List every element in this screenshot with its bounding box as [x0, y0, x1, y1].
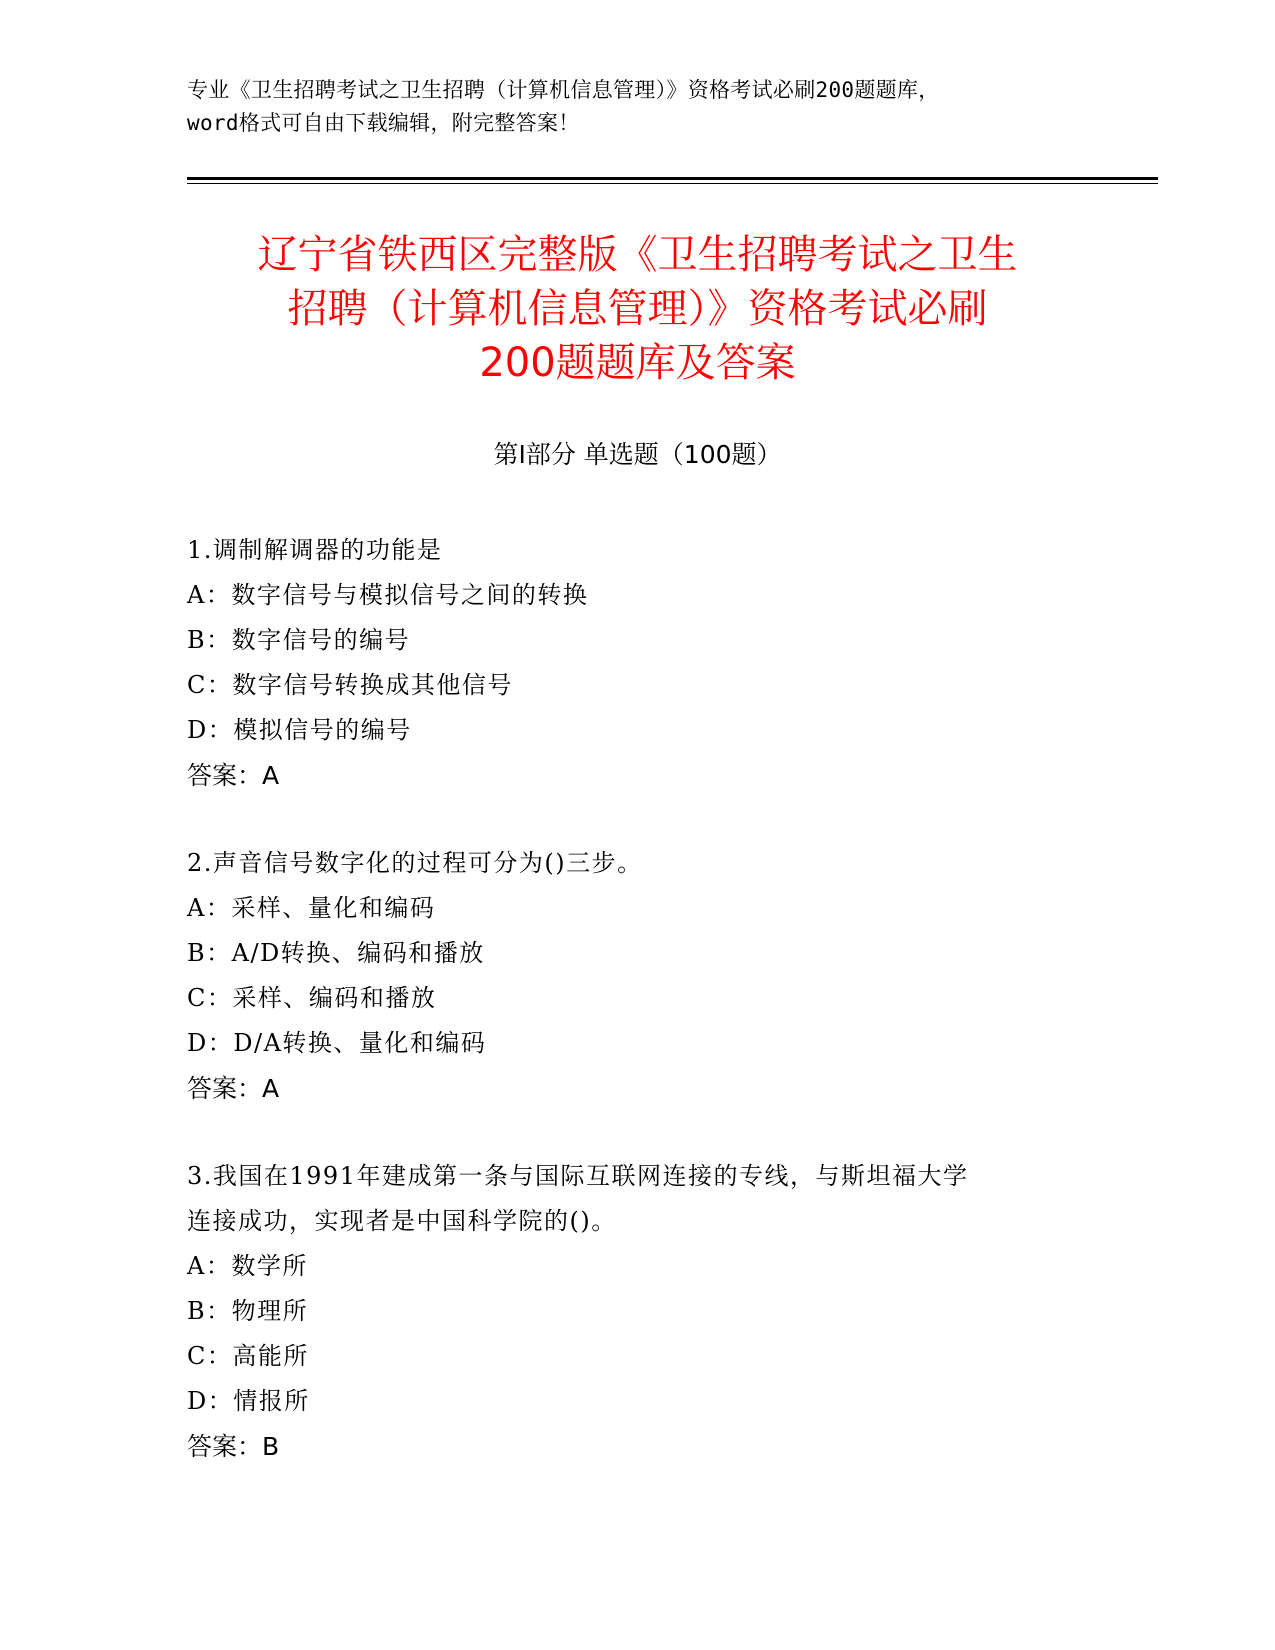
option-a: A：采样、量化和编码 [187, 894, 436, 922]
document-title-line-2: 招聘（计算机信息管理）》资格考试必刷 [287, 286, 988, 332]
answer: 答案：A [187, 761, 280, 790]
option-c: C：数字信号转换成其他信号 [187, 671, 513, 699]
header-note [187, 74, 1087, 140]
header-note-line-1: 专业《卫生招聘考试之卫生招聘（计算机信息管理）》资格考试必刷200题题库， [187, 78, 940, 102]
answer: 答案：B [187, 1432, 280, 1461]
document-title-line-3: 200题题库及答案 [479, 340, 796, 386]
question-list [187, 528, 1087, 1469]
option-a: A：数字信号与模拟信号之间的转换 [187, 581, 589, 609]
header-rule-thin [187, 183, 1158, 184]
question-stem-line-2: 连接成功，实现者是中国科学院的()。 [187, 1207, 617, 1235]
header-note-line-2: word格式可自由下载编辑，附完整答案！ [187, 111, 580, 135]
question-stem: 2.声音信号数字化的过程可分为()三步。 [187, 849, 643, 877]
option-d: D：模拟信号的编号 [187, 716, 412, 744]
answer: 答案：A [187, 1074, 280, 1103]
option-d: D：情报所 [187, 1387, 310, 1415]
document-title-line-1: 辽宁省铁西区完整版《卫生招聘考试之卫生 [257, 232, 1018, 278]
question-2 [187, 841, 1087, 1111]
option-a: A：数学所 [187, 1252, 308, 1280]
question-1 [187, 528, 1087, 798]
document-title [160, 228, 1115, 390]
question-stem-line-1: 3.我国在1991年建成第一条与国际互联网连接的专线，与斯坦福大学 [187, 1162, 969, 1190]
header-rule-thick [187, 177, 1158, 180]
question-3 [187, 1154, 1087, 1469]
option-c: C：高能所 [187, 1342, 309, 1370]
option-b: B：物理所 [187, 1297, 309, 1325]
section-heading: 第Ⅰ部分 单选题（100题） [493, 440, 782, 469]
option-b: B：数字信号的编号 [187, 626, 411, 654]
question-stem: 1.调制解调器的功能是 [187, 536, 443, 564]
option-c: C：采样、编码和播放 [187, 984, 437, 1012]
option-b: B：A/D转换、编码和播放 [187, 939, 485, 967]
option-d: D：D/A转换、量化和编码 [187, 1029, 487, 1057]
